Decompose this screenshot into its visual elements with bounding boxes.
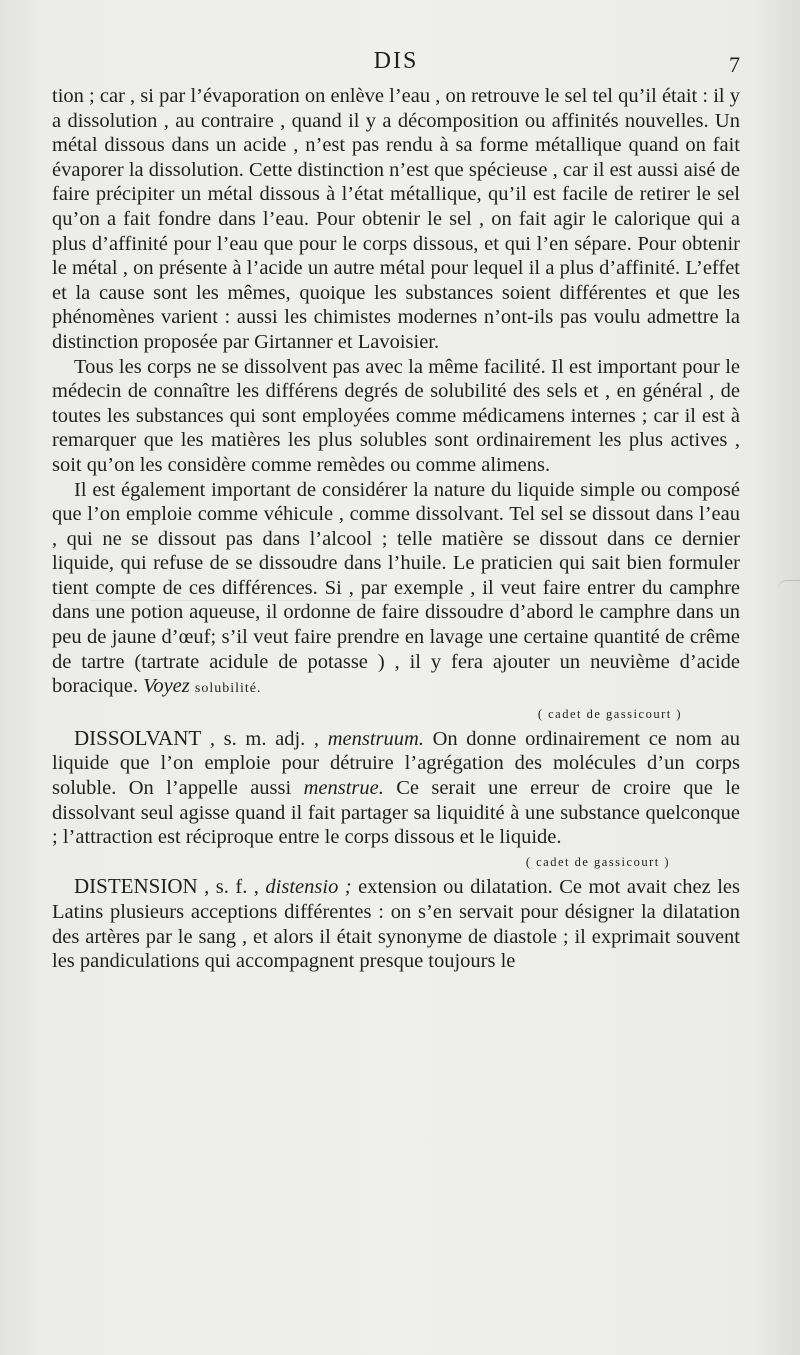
grammar-distension: , s. f. , — [197, 876, 266, 899]
italic-term-menstrue: menstrue. — [303, 777, 384, 800]
definition-distension: extension ou dilatation. Ce mot avait chez les Latins plusieurs acceptions différentes : on s’en servait pour désigner la dilatation des artères par le sang , et alors il était synonyme de diastole ; il exprimait souvent les pandiculations qui accompagnent presque toujours le — [52, 876, 740, 973]
definition-dissolvant-part1: On donne ordinairement ce nom au liquide que l’on emploie pour détruire l’agrégation des molécules d’un corps soluble. On l’appelle aussi — [52, 727, 740, 800]
author-signature: ( cadet de gassicourt ) — [537, 706, 682, 721]
grammar-dissolvant: , s. m. adj. , — [201, 727, 328, 750]
entry-distension — [52, 874, 740, 973]
paragraph-1: tion ; car , si par l’évaporation on enlève l’eau , on retrouve le sel tel qu’il était : il y a dissolution , au contraire , quand il y a décomposition ou affinités nouvelles. Un métal dissous dans un acide , n’est pas rendu à sa forme métallique quand on fait évaporer la dissolution. Cette distinction n’est que spécieuse , car il est aussi aisé de faire précipiter un métal dissous à l’état métallique, qu’il est facile de retirer le sel qu’on a fait fondre dans l’eau. Pour obtenir le sel , on fait agir le calorique qui a plus d’affinité pour l’eau que pour le corps dissous, et qui l’en sépare. Pour obtenir le métal , on présente à l’acide un autre métal pour lequel il a plus d’affinité. L’effet et la cause sont les mêmes, quoique les substances soient différentes et que les phénomènes varient : aussi les chimistes modernes n’ont-ils pas voulu admettre la distinction proposée par Girtanner et Lavoisier. — [52, 85, 740, 353]
page-header — [52, 48, 740, 82]
latin-dissolvant: menstruum. — [327, 727, 424, 750]
paragraph-3 — [52, 478, 740, 702]
headword-distension: DISTENSION — [74, 874, 198, 899]
paragraph-3-text: Il est également important de considérer la nature du liquide simple ou composé que l’on emploie comme véhicule , comme dissolvant. Tel sel se dissout dans l’eau , qui ne se dissout pas dans l’alcool ; telle matière se dissout dans ce dernier liquide, qui refuse de se dissoudre dans l’huile. Le praticien qui sait bien formuler tient compte de ces différences. Si , par exemple , il veut faire entrer du camphre dans une potion aqueuse, il ordonne de faire dissoudre d’abord le camphre dans un peu de jaune d’œuf; s’il veut faire prendre en lavage une certaine quantité de crême de tartre (tartrate acidule de potasse ) , il y fera ajouter un neuvième d’acide boracique. — [52, 478, 740, 698]
page-number: 7 — [729, 52, 740, 77]
definition-dissolvant-part2: Ce serait une erreur de croire que le dissolvant seul agisse quand il fait partager sa liquidité à une substance quelconque ; l’attraction est réciproque entre le corps dissous et le liquide. — [52, 777, 741, 849]
headword-dissolvant: DISSOLVANT — [74, 725, 202, 750]
latin-distension: distensio ; — [265, 876, 352, 899]
body-text — [52, 84, 740, 974]
running-head: DIS — [373, 48, 419, 74]
author-signature-dissolvant: ( cadet de gassicourt ) — [525, 854, 670, 869]
paragraph-2: Tous les corps ne se dissolvent pas avec la même facilité. Il est important pour le médecin de connaître les différens degrés de solubilité des sels et , en général , de toutes les substances qui sont employées comme médicamens internes ; car il est à remarquer que les matières les plus solubles sont ordinairement les plus actives , soit qu’on les considère comme remèdes ou comme alimens. — [52, 355, 740, 476]
see-also-label: Voyez — [143, 675, 190, 698]
entry-dissolvant — [52, 725, 741, 869]
see-also-target: solubilité. — [194, 681, 262, 697]
margin-mark — [778, 580, 800, 589]
